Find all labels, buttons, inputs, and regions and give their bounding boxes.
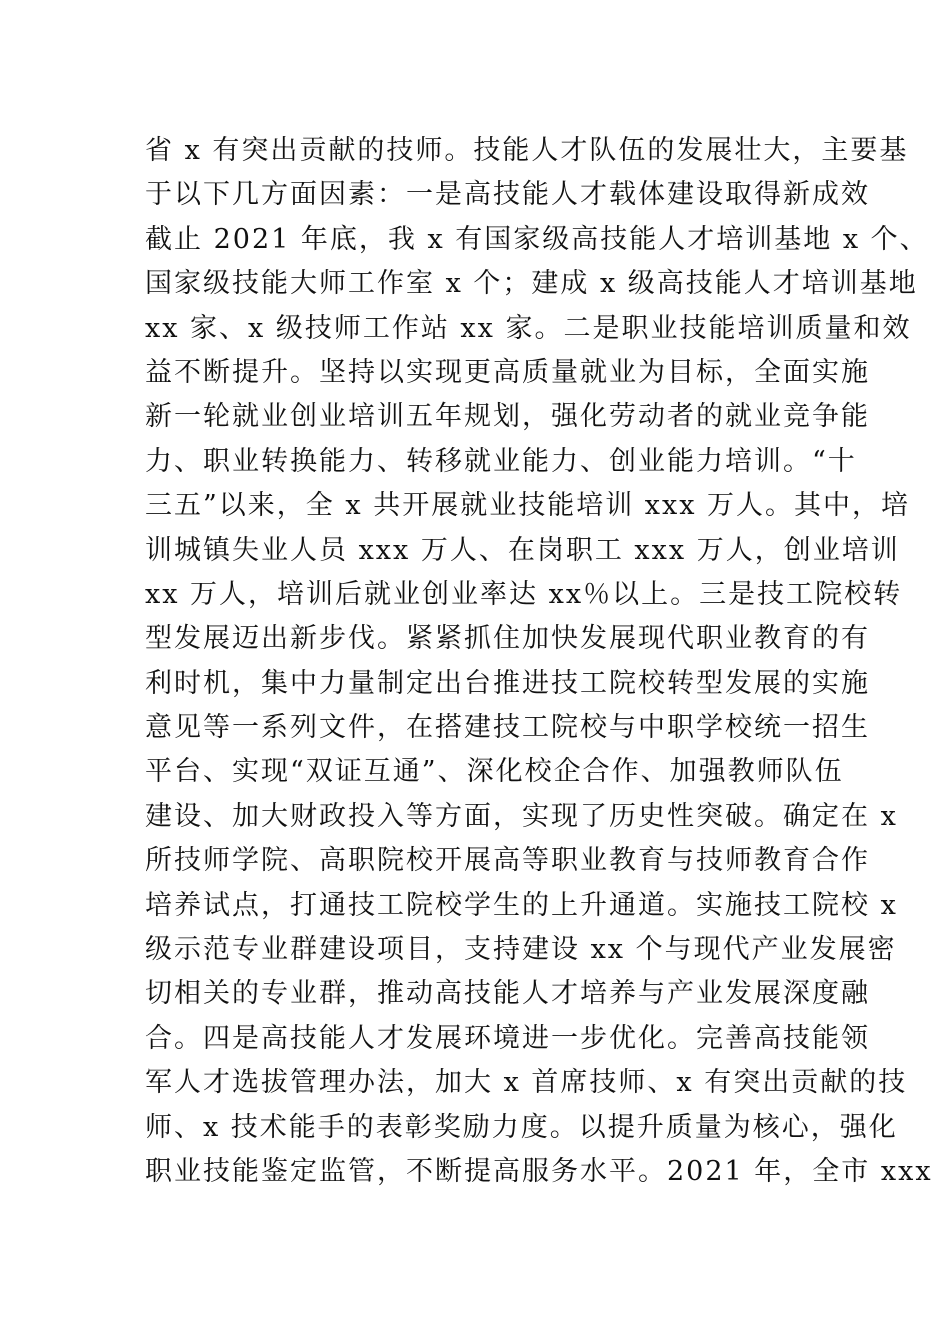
text-line: 培养试点，打通技工院校学生的上升通道。实施技工院校 x	[145, 889, 898, 921]
text-line: 职业技能鉴定监管，不断提高服务水平。2021 年，全市 xxx	[145, 1155, 933, 1187]
text-line: 意见等一系列文件，在搭建技工院校与中职学校统一招生	[145, 712, 870, 744]
text-line: 三五”以来，全 x 共开展就业技能培训 xxx 万人。其中，培	[145, 490, 911, 522]
text-line: 师、x 技术能手的表彰奖励力度。以提升质量为核心，强化	[145, 1111, 898, 1143]
text-line: 合。四是高技能人才发展环境进一步优化。完善高技能领	[145, 1022, 870, 1054]
text-line: xx 万人，培训后就业创业率达 xx％以上。三是技工院校转	[145, 578, 903, 610]
text-line: 型发展迈出新步伐。紧紧抓住加快发展现代职业教育的有	[145, 623, 870, 655]
text-line: 军人才选拔管理办法，加大 x 首席技师、x 有突出贡献的技	[145, 1067, 908, 1099]
text-line: 于以下几方面因素：一是高技能人才载体建设取得新成效	[145, 179, 870, 211]
text-line: 省 x 有突出贡献的技师。技能人才队伍的发展壮大，主要基	[145, 135, 909, 166]
text-line: 切相关的专业群，推动高技能人才培养与产业发展深度融	[145, 978, 870, 1010]
text-line: 利时机，集中力量制定出台推进技工院校转型发展的实施	[145, 667, 870, 699]
text-line: 训城镇失业人员 xxx 万人、在岗职工 xxx 万人，创业培训	[145, 534, 900, 566]
text-line: 益不断提升。坚持以实现更高质量就业为目标，全面实施	[145, 356, 870, 388]
text-line: xx 家、x 级技师工作站 xx 家。二是职业技能培训质量和效	[145, 312, 912, 344]
text-line: 新一轮就业创业培训五年规划，强化劳动者的就业竞争能	[145, 401, 870, 433]
body-paragraph	[145, 129, 933, 1194]
text-line: 级示范专业群建设项目，支持建设 xx 个与现代产业发展密	[145, 934, 897, 966]
text-line: 截止 2021 年底，我 x 有国家级高技能人才培训基地 x 个、	[145, 223, 929, 255]
text-line: 平台、实现“双证互通”、深化校企合作、加强教师队伍	[145, 756, 844, 788]
text-line: 国家级技能大师工作室 x 个；建成 x 级高技能人才培训基地	[145, 268, 918, 300]
text-line: 建设、加大财政投入等方面，实现了历史性突破。确定在 x	[145, 800, 898, 832]
text-line: 所技师学院、高职院校开展高等职业教育与技师教育合作	[145, 845, 870, 877]
text-line: 力、职业转换能力、转移就业能力、创业能力培训。“十	[145, 445, 857, 477]
